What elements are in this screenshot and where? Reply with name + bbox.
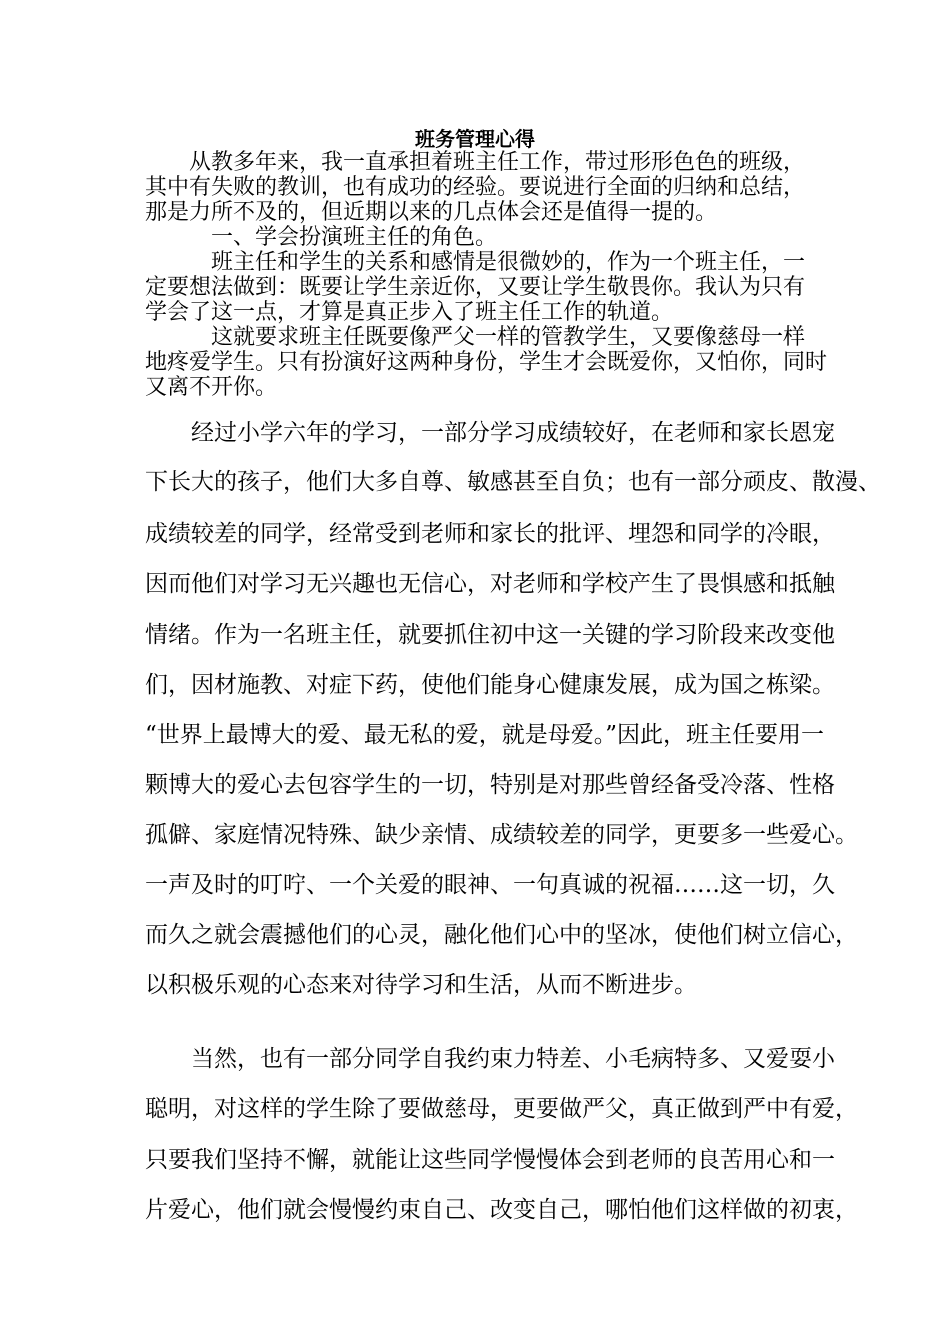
paragraph-line: 其中有失败的教训，也有成功的经验。要说进行全面的归纳和总结， bbox=[145, 175, 806, 200]
paragraph-line: 情绪。作为一名班主任，就要抓住初中这一关键的学习阶段来改变他 bbox=[145, 622, 835, 648]
paragraph-line: 以积极乐观的心态来对待学习和生活，从而不断进步。 bbox=[145, 972, 697, 998]
paragraph-line: 学会了这一点，才算是真正步入了班主任工作的轨道。 bbox=[145, 300, 674, 325]
paragraph-line: 而久之就会震撼他们的心灵，融化他们心中的坚冰，使他们树立信心， bbox=[145, 922, 858, 948]
paragraph-line: 当然，也有一部分同学自我约束力特差、小毛病特多、又爱耍小 bbox=[145, 1046, 835, 1072]
paragraph-line: 只要我们坚持不懈，就能让这些同学慢慢体会到老师的良苦用心和一 bbox=[145, 1147, 835, 1173]
paragraph-line: 颗博大的爱心去包容学生的一切，特别是对那些曾经备受冷落、性格 bbox=[145, 772, 835, 798]
paragraph-line: 那是力所不及的，但近期以来的几点体会还是值得一提的。 bbox=[145, 200, 718, 225]
paragraph-line: 一声及时的叮咛、一个关爱的眼神、一句真诚的祝福……这一切，久 bbox=[145, 872, 835, 898]
paragraph-line: 地疼爱学生。只有扮演好这两种身份，学生才会既爱你，又怕你，同时 bbox=[145, 350, 828, 375]
paragraph-line: 片爱心，他们就会慢慢约束自己、改变自己，哪怕他们这样做的初衷， bbox=[145, 1197, 858, 1223]
paragraph-line: 聪明，对这样的学生除了要做慈母，更要做严父，真正做到严中有爱， bbox=[145, 1096, 858, 1122]
paragraph-line: 下长大的孩子，他们大多自尊、敏感甚至自负；也有一部分顽皮、散漫、 bbox=[145, 469, 881, 495]
paragraph-line: 因而他们对学习无兴趣也无信心，对老师和学校产生了畏惧感和抵触 bbox=[145, 571, 835, 597]
paragraph-line: 经过小学六年的学习，一部分学习成绩较好，在老师和家长恩宠 bbox=[145, 420, 835, 446]
paragraph-line: 从教多年来，我一直承担着班主任工作，带过形形色色的班级， bbox=[145, 150, 806, 175]
paragraph-line: 成绩较差的同学，经常受到老师和家长的批评、埋怨和同学的冷眼， bbox=[145, 521, 835, 547]
document-title: 班务管理心得 bbox=[415, 127, 535, 151]
paragraph-line: “世界上最博大的爱、最无私的爱，就是母爱。”因此，班主任要用一 bbox=[145, 722, 825, 748]
paragraph-line: 又离不开你。 bbox=[145, 375, 278, 400]
paragraph-line: 班主任和学生的关系和感情是很微妙的，作为一个班主任，一 bbox=[145, 250, 806, 275]
paragraph-line: 们，因材施教、对症下药，使他们能身心健康发展，成为国之栋梁。 bbox=[145, 672, 835, 698]
paragraph-line: 这就要求班主任既要像严父一样的管教学生，又要像慈母一样 bbox=[145, 325, 806, 350]
paragraph-line: 定要想法做到：既要让学生亲近你，又要让学生敬畏你。我认为只有 bbox=[145, 275, 806, 300]
paragraph-line: 孤僻、家庭情况特殊、缺少亲情、成绩较差的同学，更要多一些爱心。 bbox=[145, 822, 858, 848]
section-heading: 一、学会扮演班主任的角色。 bbox=[145, 225, 498, 250]
